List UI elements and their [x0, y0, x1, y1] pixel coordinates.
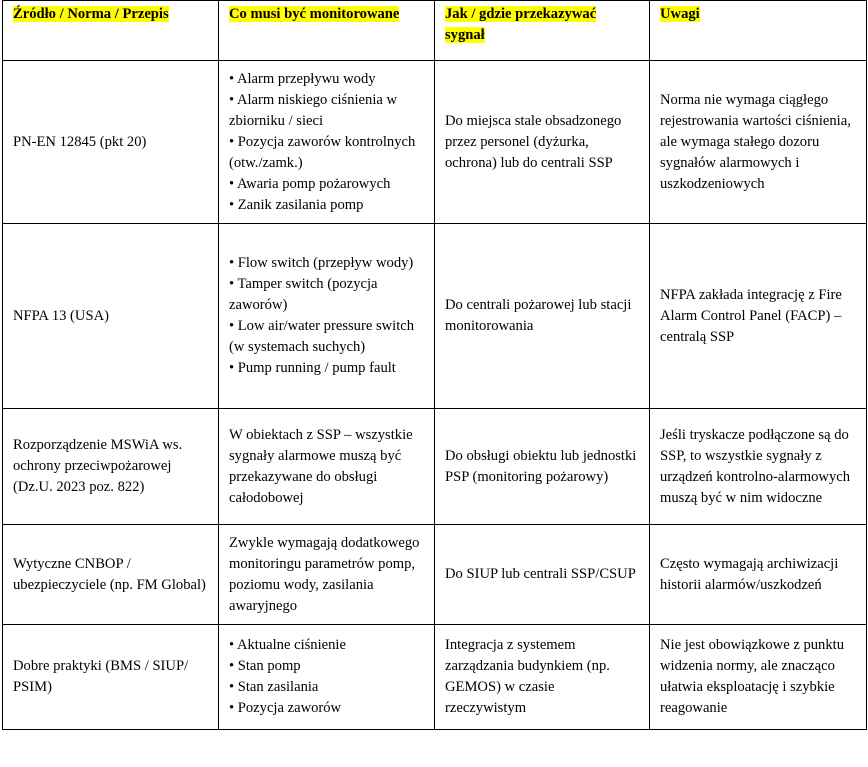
table-row [3, 525, 867, 625]
row-monitored [219, 61, 435, 224]
row-monitored: W obiektach z SSP – wszystkie sygnały alarmowe muszą być przekazywane do obsługi całodobowej [219, 409, 435, 525]
list-item: • Pozycja zaworów kontrolnych (otw./zamk.) [229, 132, 424, 174]
list-item: • Zanik zasilania pomp [229, 195, 424, 216]
row-notes: Często wymagają archiwizacji historii alarmów/uszkodzeń [650, 525, 867, 625]
row-notes: Nie jest obowiązkowe z punktu widzenia normy, ale znacząco ułatwia eksploatację i szybkie reagowanie [650, 625, 867, 730]
table-row [3, 409, 867, 525]
row-transmit: Integracja z systemem zarządzania budynkiem (np. GEMOS) w czasie rzeczywistym [435, 625, 650, 730]
list-item: • Pump running / pump fault [229, 358, 424, 379]
row-source: NFPA 13 (USA) [3, 224, 219, 409]
row-monitored [219, 224, 435, 409]
table-row [3, 625, 867, 730]
header-transmit: Jak / gdzie przekazywać sygnał [435, 1, 650, 61]
row-monitored [219, 625, 435, 730]
row-monitored: Zwykle wymagają dodatkowego monitoringu parametrów pomp, poziomu wody, zasilania awaryjnego [219, 525, 435, 625]
list-item: • Low air/water pressure switch (w systemach suchych) [229, 316, 424, 358]
row-transmit: Do miejsca stale obsadzonego przez personel (dyżurka, ochrona) lub do centrali SSP [435, 61, 650, 224]
list-item: • Aktualne ciśnienie [229, 635, 424, 656]
row-source: Rozporządzenie MSWiA ws. ochrony przeciwpożarowej (Dz.U. 2023 poz. 822) [3, 409, 219, 525]
row-notes: Jeśli tryskacze podłączone są do SSP, to wszystkie sygnały z urządzeń kontrolno-alarmowych muszą być w nim widoczne [650, 409, 867, 525]
row-notes: Norma nie wymaga ciągłego rejestrowania wartości ciśnienia, ale wymaga stałego dozoru sygnałów alarmowych i uszkodzeniowych [650, 61, 867, 224]
header-monitored: Co musi być monitorowane [219, 1, 435, 61]
header-notes: Uwagi [650, 1, 867, 61]
list-item: • Stan zasilania [229, 677, 424, 698]
header-source: Źródło / Norma / Przepis [3, 1, 219, 61]
list-item: • Awaria pomp pożarowych [229, 174, 424, 195]
list-item: • Alarm przepływu wody [229, 69, 424, 90]
list-item: • Stan pomp [229, 656, 424, 677]
list-item: • Pozycja zaworów [229, 698, 424, 719]
monitoring-requirements-table [2, 0, 867, 730]
row-transmit: Do SIUP lub centrali SSP/CSUP [435, 525, 650, 625]
row-notes: NFPA zakłada integrację z Fire Alarm Control Panel (FACP) – centralą SSP [650, 224, 867, 409]
header-row [3, 1, 867, 61]
list-item: • Flow switch (przepływ wody) [229, 253, 424, 274]
row-source: PN-EN 12845 (pkt 20) [3, 61, 219, 224]
table-row [3, 61, 867, 224]
row-transmit: Do obsługi obiektu lub jednostki PSP (monitoring pożarowy) [435, 409, 650, 525]
row-transmit: Do centrali pożarowej lub stacji monitorowania [435, 224, 650, 409]
row-source: Wytyczne CNBOP / ubezpieczyciele (np. FM Global) [3, 525, 219, 625]
table-row [3, 224, 867, 409]
row-source: Dobre praktyki (BMS / SIUP/ PSIM) [3, 625, 219, 730]
list-item: • Alarm niskiego ciśnienia w zbiorniku / sieci [229, 90, 424, 132]
list-item: • Tamper switch (pozycja zaworów) [229, 274, 424, 316]
